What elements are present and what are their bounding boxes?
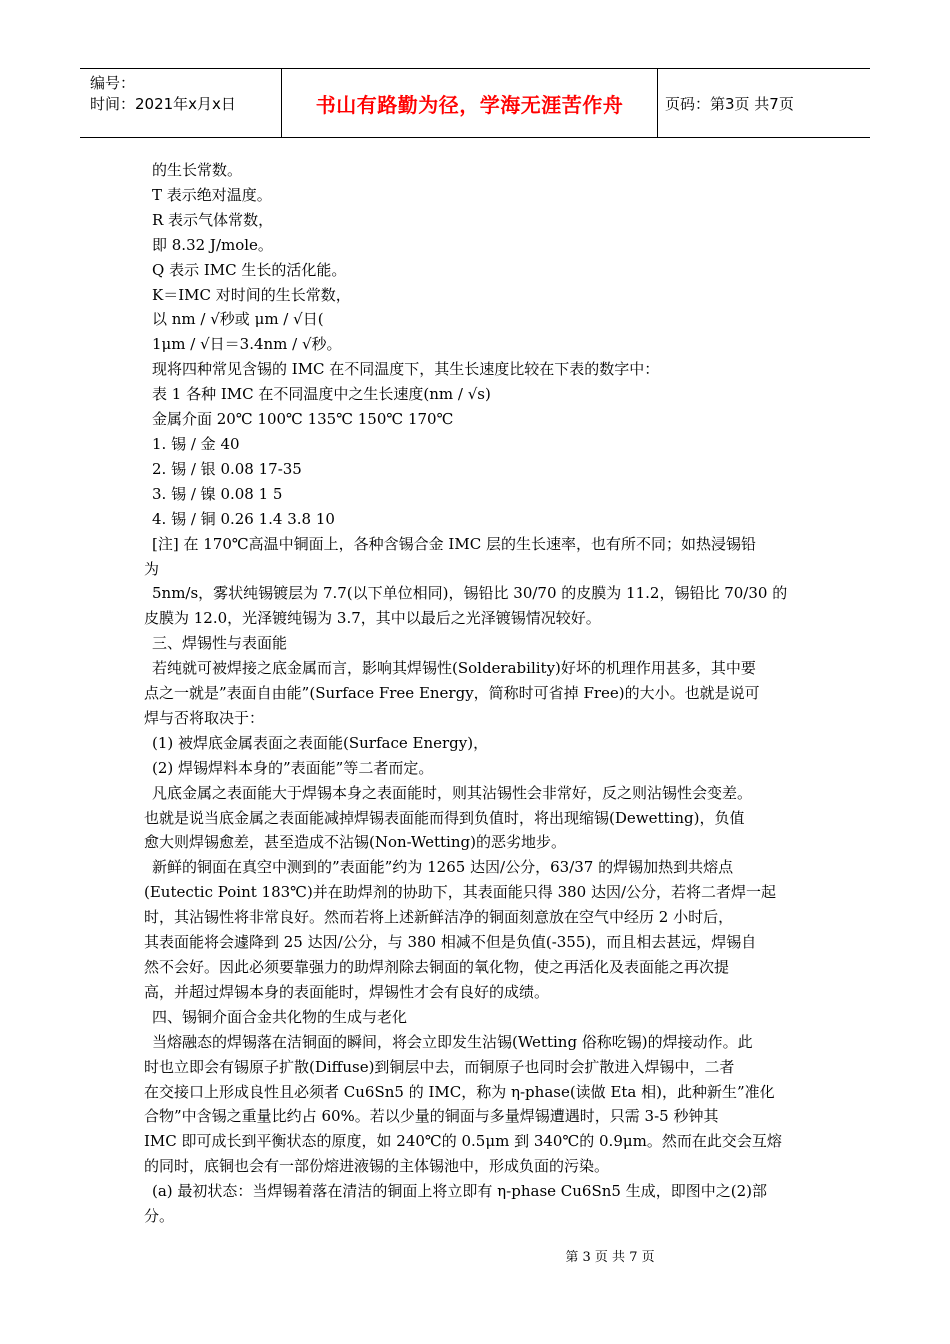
text-line: (2) 焊锡焊料本身的”表面能”等二者而定。	[152, 758, 434, 777]
text-line: 新鲜的铜面在真空中测到的”表面能”约为 1265 达因/公分，63/37 的焊锡加热到共熔点	[152, 858, 734, 877]
text-line: 焊与否将取决于：	[144, 708, 265, 727]
text-line: 合物”中含锡之重量比约占 60%。若以少量的铜面与多量焊锡遭遇时，只需 3-5 秒钟其	[144, 1107, 719, 1126]
text-line: [注] 在 170℃高温中铜面上，各种含锡合金 IMC 层的生长速率，也有所不同；如热浸锡铅	[152, 534, 756, 553]
text-line: 为	[144, 559, 160, 578]
text-line: 时，其沾锡性将非常良好。然而若将上述新鲜洁净的铜面刻意放在空气中经历 2 小时后，	[144, 908, 734, 927]
document-body	[144, 158, 814, 1229]
text-line: 分。	[144, 1207, 175, 1226]
text-line: 5nm/s，雾状纯锡镀层为 7.7(以下单位相同)，锡铅比 30/70 的皮膜为 11.2，锡铅比 70/30 的	[152, 584, 788, 603]
text-line: 皮膜为 12.0，光泽镀纯锡为 3.7，其中以最后之光泽镀锡情况较好。	[144, 609, 601, 628]
text-line: 若纯就可被焊接之底金属而言，影响其焊锡性(Solderability)好坏的机理作用甚多，其中要	[152, 659, 756, 678]
text-line: 以 nm / √秒或 μm / √日(	[152, 310, 324, 329]
text-line: 在交接口上形成良性且必须者 Cu6Sn5 的 IMC，称为 η-phase(读做 Eta 相)，此种新生”准化	[144, 1082, 775, 1101]
page-header	[80, 68, 870, 138]
text-line: 金属介面 20℃ 100℃ 135℃ 150℃ 170℃	[152, 410, 454, 429]
text-line: 表 1 各种 IMC 在不同温度中之生长速度(nm / √s)	[152, 385, 491, 404]
document-date-label: 时间：2021年x月x日	[90, 95, 236, 113]
text-line: IMC 即可成长到平衡状态的原度，如 240℃的 0.5μm 到 340℃的 0.9μm。然而在此交会互熔	[144, 1132, 782, 1151]
text-line: 2. 锡 / 银 0.08 17-35	[152, 459, 302, 478]
header-meta-cell	[80, 69, 282, 137]
text-line: 四、锡铜介面合金共化物的生成与老化	[152, 1007, 408, 1026]
text-line: 其表面能将会遽降到 25 达因/公分，与 380 相减不但是负值(-355)，而且相去甚远，焊锡自	[144, 933, 757, 952]
footer-page-number: 第 3 页 共 7 页	[565, 1250, 655, 1265]
text-line: K＝IMC 对时间的生长常数，	[152, 285, 351, 304]
text-line: 的生长常数。	[152, 161, 243, 179]
text-line: 点之一就是”表面自由能”(Surface Free Energy，简称时可省掉 Free)的大小。也就是说可	[144, 684, 760, 703]
document-number-label: 编号：	[90, 74, 136, 92]
text-line: (Eutectic Point 183℃)并在助焊剂的协助下，其表面能只得 380 达因/公分，若将二者焊一起	[144, 883, 777, 902]
text-line: 现将四种常见含锡的 IMC 在不同温度下，其生长速度比较在下表的数字中：	[152, 360, 660, 379]
page-footer	[0, 1246, 950, 1265]
text-line: 3. 锡 / 镍 0.08 1 5	[152, 484, 283, 503]
text-line: 即 8.32 J/mole。	[152, 235, 273, 254]
text-line: T 表示绝对温度。	[152, 185, 272, 204]
text-line: (a) 最初状态：当焊锡着落在清洁的铜面上将立即有 η-phase Cu6Sn5 生成，即图中之(2)部	[152, 1182, 767, 1201]
text-line: R 表示气体常数，	[152, 210, 274, 229]
header-page-cell	[657, 69, 870, 137]
text-line: 1. 锡 / 金 40	[152, 434, 240, 453]
text-line: 愈大则焊锡愈差，甚至造成不沾锡(Non-Wetting)的恶劣地步。	[144, 833, 566, 852]
text-line: 时也立即会有锡原子扩散(Diffuse)到铜层中去，而铜原子也同时会扩散进入焊锡中，二者	[144, 1057, 735, 1076]
header-motto-cell	[282, 69, 658, 137]
text-line: Q 表示 IMC 生长的活化能。	[152, 260, 347, 279]
text-line: 1μm / √日＝3.4nm / √秒。	[152, 335, 342, 354]
text-line: 也就是说当底金属之表面能减掉焊锡表面能而得到负值时，将出现缩锡(Dewetting)，负值	[144, 808, 745, 827]
text-line: 凡底金属之表面能大于焊锡本身之表面能时，则其沾锡性会非常好，反之则沾锡性会变差。	[152, 783, 753, 802]
header-motto: 书山有路勤为径，学海无涯苦作舟	[315, 92, 624, 117]
text-line: 的同时，底铜也会有一部份熔进液锡的主体锡池中，形成负面的污染。	[144, 1157, 610, 1176]
header-page-info: 页码：第3页 共7页	[665, 94, 794, 113]
text-line: 当熔融态的焊锡落在洁铜面的瞬间，将会立即发生沾锡(Wetting 俗称吃锡)的焊接动作。此	[152, 1032, 753, 1051]
text-line: (1) 被焊底金属表面之表面能(Surface Energy)，	[152, 733, 489, 752]
text-line: 然不会好。因此必须要靠强力的助焊剂除去铜面的氧化物，使之再活化及表面能之再次提	[144, 958, 730, 976]
text-line: 高，并超过焊锡本身的表面能时，焊锡性才会有良好的成绩。	[144, 982, 550, 1001]
text-line: 三、焊锡性与表面能	[152, 634, 288, 653]
text-line: 4. 锡 / 铜 0.26 1.4 3.8 10	[152, 509, 335, 528]
